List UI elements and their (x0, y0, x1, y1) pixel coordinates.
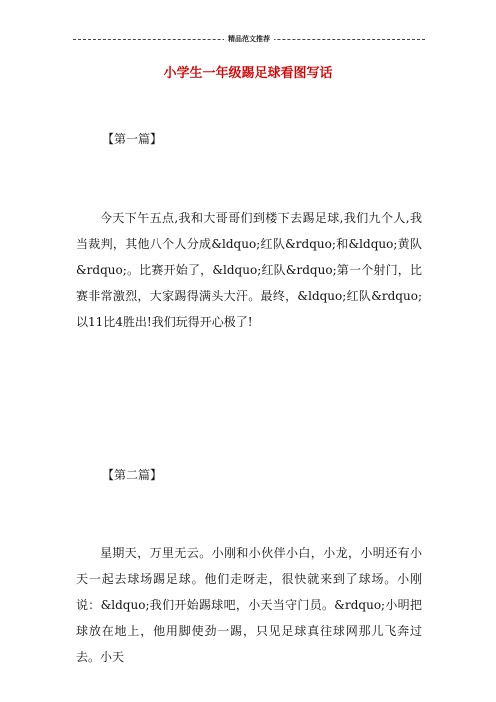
section-body-1: 今天下午五点,我和大哥哥们到楼下去踢足球,我们九个人,我当裁判，其他八个人分成&ldquo;红队&rdquo;和&ldquo;黄队&rdquo;。比赛开始了，&ldquo;红队&rdquo;第一个射门，比赛非常激烈，大家踢得满头大汗。最终，&ldquo;红队&rdquo;以11比4胜出!我们玩得开心极了! (76, 211, 422, 329)
section-heading-2: 【第二篇】 (102, 468, 163, 482)
section-body-2: 星期天，万里无云。小刚和小伙伴小白，小龙，小明还有小天一起去球场踢足球。他们走呀走，很快就来到了球场。小刚说：&ldquo;我们开始踢球吧，小天当守门员。&rdquo;小明把球放在地上，他用脚使劲一踢，只见足球真往球网那儿飞奔过去。小天 (76, 546, 422, 664)
section-heading-1: 【第一篇】 (102, 132, 163, 146)
header-label: 精品范文推荐 (224, 33, 274, 45)
document-title: 小学生一年级踢足球看图写话 (163, 66, 333, 81)
